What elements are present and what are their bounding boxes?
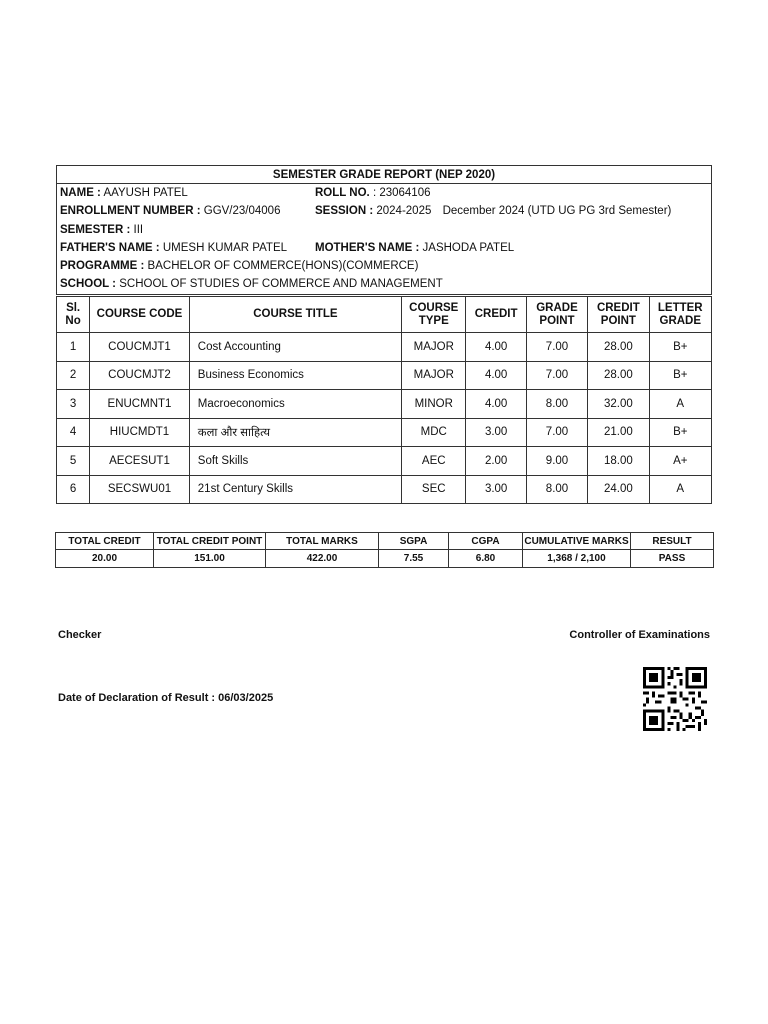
summary-header-total-credit: TOTAL CREDIT [56, 533, 154, 550]
table-row [57, 447, 712, 476]
cell-credit-point: 21.00 [588, 418, 649, 447]
summary-header-cumulative-marks: CUMULATIVE MARKS [523, 533, 631, 550]
cell-title: कला और साहित्य [189, 418, 401, 447]
mother-label: MOTHER'S NAME : [315, 241, 420, 254]
cell-letter-grade: A [649, 475, 711, 504]
cell-credit: 4.00 [466, 333, 526, 362]
cell-credit: 2.00 [466, 447, 526, 476]
cell-code: SECSWU01 [90, 475, 190, 504]
enrollment-label: ENROLLMENT NUMBER : [60, 205, 201, 218]
summary-header-cgpa: CGPA [449, 533, 523, 550]
info-row-parents [60, 239, 711, 257]
summary-header-sgpa: SGPA [379, 533, 449, 550]
summary-header-total-credit-point: TOTAL CREDIT POINT [154, 533, 266, 550]
cell-grade-point: 7.00 [526, 418, 587, 447]
cell-grade-point: 8.00 [526, 390, 587, 419]
cell-sl: 1 [57, 333, 90, 362]
col-header-letter-grade: LETTER GRADE [649, 297, 711, 333]
declaration-date: Date of Declaration of Result : 06/03/2025 [58, 692, 274, 704]
session-label: SESSION : [315, 205, 374, 218]
table-row [57, 333, 712, 362]
cell-title: Macroeconomics [189, 390, 401, 419]
summary-table [55, 532, 714, 568]
cell-code: COUCMJT2 [90, 361, 190, 390]
info-row-semester [60, 221, 711, 239]
cell-credit-point: 32.00 [588, 390, 649, 419]
col-header-credit: CREDIT [466, 297, 526, 333]
cell-code: ENUCMNT1 [90, 390, 190, 419]
checker-label: Checker [58, 629, 102, 641]
table-row [57, 418, 712, 447]
enrollment-number: GGV/23/04006 [203, 205, 281, 218]
student-info [57, 184, 712, 295]
cell-credit: 3.00 [466, 475, 526, 504]
semester-label: SEMESTER : [60, 223, 131, 236]
mother-group [315, 239, 514, 257]
session-extra: December 2024 (UTD UG PG 3rd Semester) [442, 205, 672, 218]
cell-title: Soft Skills [189, 447, 401, 476]
info-row-school [60, 275, 711, 293]
mother-name: JASHODA PATEL [422, 241, 515, 254]
cell-sl: 4 [57, 418, 90, 447]
total-marks-value: 422.00 [266, 550, 379, 568]
cell-credit-point: 28.00 [588, 333, 649, 362]
summary-header-result: RESULT [631, 533, 714, 550]
father-name: UMESH KUMAR PATEL [162, 241, 288, 254]
cell-sl: 6 [57, 475, 90, 504]
table-row [57, 475, 712, 504]
result-value: PASS [631, 550, 714, 568]
cell-credit-point: 18.00 [588, 447, 649, 476]
col-header-credit-point: CREDIT POINT [588, 297, 649, 333]
cell-title: Cost Accounting [189, 333, 401, 362]
cell-letter-grade: B+ [649, 333, 711, 362]
info-row-enrollment [60, 202, 711, 220]
school-label: SCHOOL : [60, 278, 117, 291]
col-header-title: COURSE TITLE [189, 297, 401, 333]
col-header-code: COURSE CODE [90, 297, 190, 333]
cell-type: MINOR [402, 390, 466, 419]
cell-letter-grade: B+ [649, 361, 711, 390]
grade-report-header-table [56, 165, 712, 295]
cell-code: HIUCMDT1 [90, 418, 190, 447]
roll-label: ROLL NO. [315, 187, 370, 199]
total-credit-value: 20.00 [56, 550, 154, 568]
cgpa-value: 6.80 [449, 550, 523, 568]
roll-group [315, 184, 431, 202]
summary-header-row [56, 533, 714, 550]
info-row-programme [60, 257, 711, 275]
col-header-sl: Sl. No [57, 297, 90, 333]
roll-number: : 23064106 [372, 187, 431, 199]
cell-grade-point: 9.00 [526, 447, 587, 476]
cell-code: AECESUT1 [90, 447, 190, 476]
controller-label: Controller of Examinations [569, 629, 710, 641]
report-title: SEMESTER GRADE REPORT (NEP 2020) [57, 166, 712, 184]
info-row-name [60, 184, 711, 202]
qr-code-icon [641, 667, 709, 731]
cell-grade-point: 8.00 [526, 475, 587, 504]
table-row [57, 390, 712, 419]
programme-label: PROGRAMME : [60, 260, 145, 273]
col-header-grade-point: GRADE POINT [526, 297, 587, 333]
programme-value: BACHELOR OF COMMERCE(HONS)(COMMERCE) [147, 260, 419, 273]
semester-value: III [133, 223, 144, 236]
cell-credit: 4.00 [466, 361, 526, 390]
cell-credit-point: 24.00 [588, 475, 649, 504]
cell-title: Business Economics [189, 361, 401, 390]
cell-sl: 2 [57, 361, 90, 390]
student-name: AAYUSH PATEL [103, 187, 188, 199]
cell-sl: 5 [57, 447, 90, 476]
cell-letter-grade: A [649, 390, 711, 419]
name-label: NAME : [60, 187, 101, 199]
cell-credit: 3.00 [466, 418, 526, 447]
school-value: SCHOOL OF STUDIES OF COMMERCE AND MANAGEMENT [119, 278, 443, 291]
session-group [315, 202, 671, 220]
cell-code: COUCMJT1 [90, 333, 190, 362]
col-header-type: COURSE TYPE [402, 297, 466, 333]
total-credit-point-value: 151.00 [154, 550, 266, 568]
cell-type: MDC [402, 418, 466, 447]
cell-letter-grade: B+ [649, 418, 711, 447]
summary-header-total-marks: TOTAL MARKS [266, 533, 379, 550]
cell-sl: 3 [57, 390, 90, 419]
courses-table [56, 296, 712, 504]
table-row [57, 361, 712, 390]
cell-type: MAJOR [402, 361, 466, 390]
cell-title: 21st Century Skills [189, 475, 401, 504]
session-value: 2024-2025 [376, 205, 432, 218]
cumulative-marks-value: 1,368 / 2,100 [523, 550, 631, 568]
cell-type: AEC [402, 447, 466, 476]
cell-grade-point: 7.00 [526, 361, 587, 390]
summary-value-row [56, 550, 714, 568]
sgpa-value: 7.55 [379, 550, 449, 568]
courses-header-row [57, 297, 712, 333]
cell-type: MAJOR [402, 333, 466, 362]
cell-type: SEC [402, 475, 466, 504]
cell-letter-grade: A+ [649, 447, 711, 476]
father-label: FATHER'S NAME : [60, 241, 160, 254]
cell-credit: 4.00 [466, 390, 526, 419]
cell-grade-point: 7.00 [526, 333, 587, 362]
cell-credit-point: 28.00 [588, 361, 649, 390]
